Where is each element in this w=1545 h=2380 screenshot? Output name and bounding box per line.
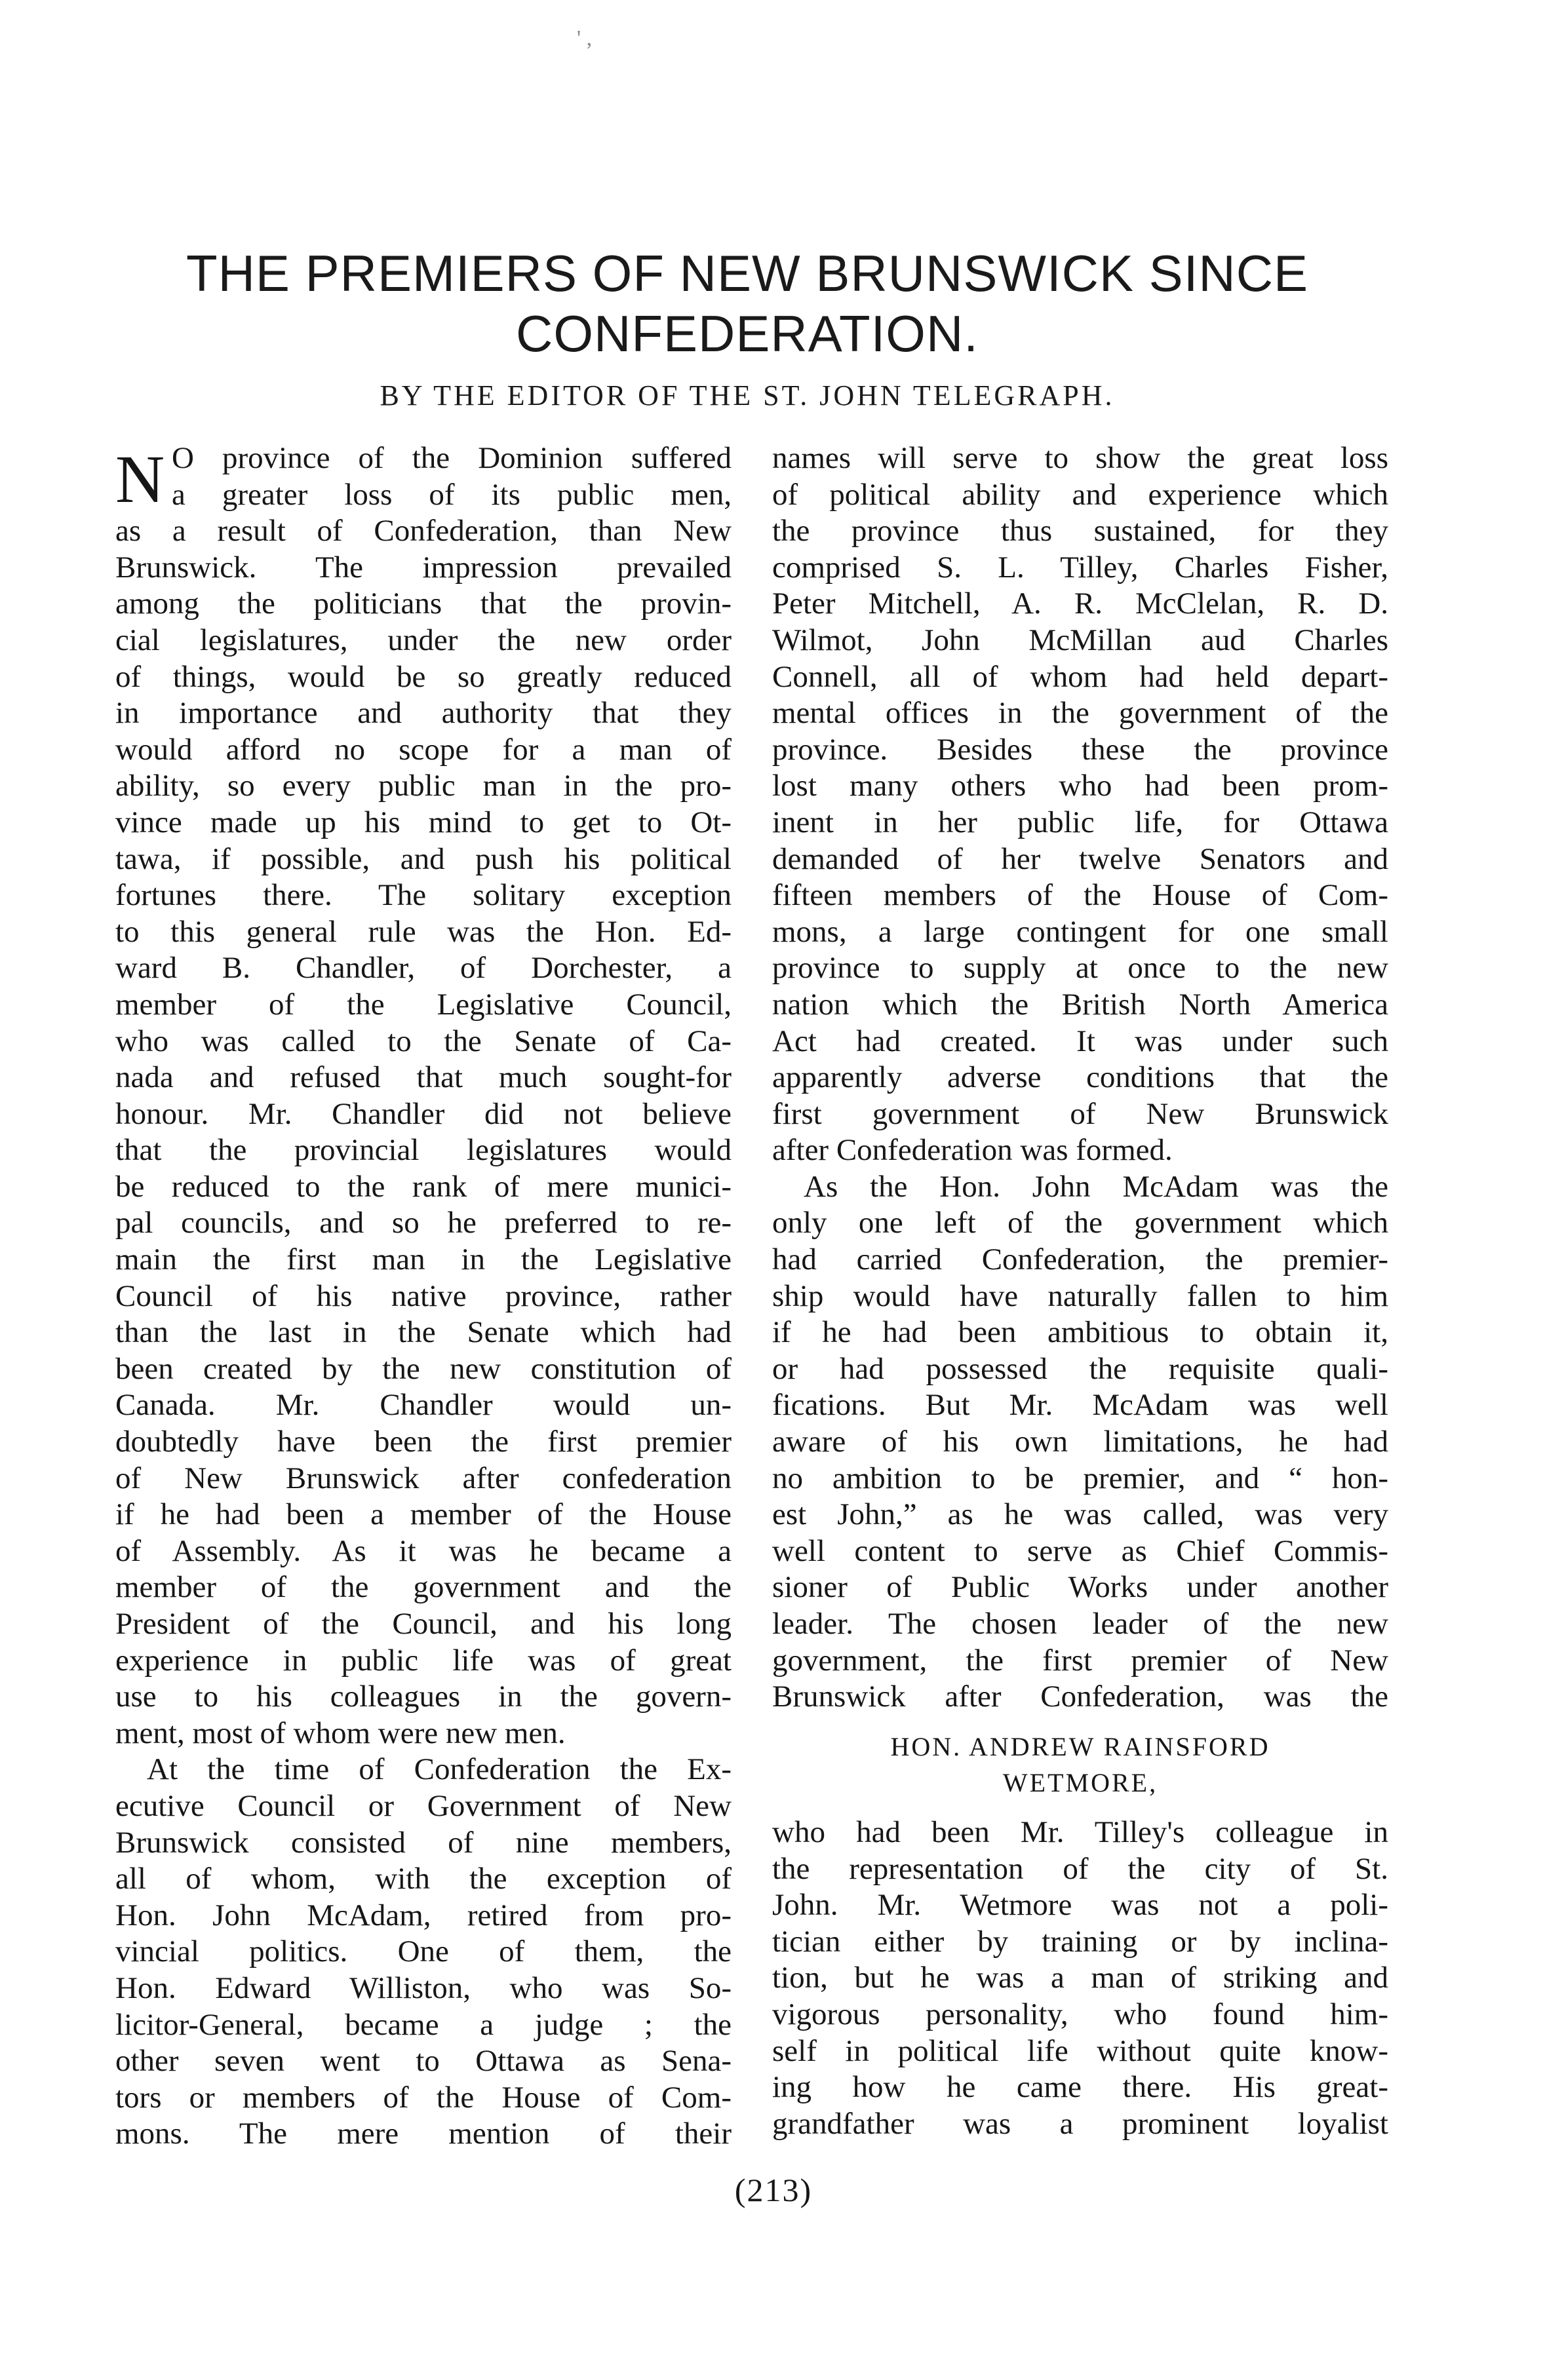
text-line: of New Brunswick after confederation	[115, 1461, 732, 1495]
text-line: Brunswick after Confederation, was the	[772, 1679, 1388, 1714]
text-line: Peter Mitchell, A. R. McClelan, R. D.	[772, 586, 1388, 621]
text-line: mons. The mere mention of their	[115, 2117, 732, 2151]
text-line: tician either by training or by inclina-	[772, 1924, 1388, 1959]
text-line: ment, most of whom were new men.	[115, 1716, 566, 1750]
text-line: be reduced to the rank of mere munici-	[115, 1169, 732, 1204]
text-line: comprised S. L. Tilley, Charles Fisher,	[772, 550, 1388, 585]
text-line: As the Hon. John McAdam was the	[804, 1169, 1388, 1204]
text-line: government, the first premier of New	[772, 1643, 1388, 1678]
text-line: or had possessed the requisite quali-	[772, 1351, 1388, 1386]
right-column-part-b	[772, 1814, 1388, 2142]
text-line: doubtedly have been the first premier	[115, 1425, 732, 1459]
text-line: nada and refused that much sought-for	[115, 1060, 732, 1095]
text-line: would afford no scope for a man of	[115, 732, 732, 767]
text-line: Canada. Mr. Chandler would un-	[115, 1388, 732, 1423]
text-line: fications. But Mr. McAdam was well	[772, 1388, 1388, 1423]
text-line: the province thus sustained, for they	[772, 514, 1388, 548]
text-line: fortunes there. The solitary exception	[115, 878, 732, 913]
text-line: Hon. John McAdam, retired from pro-	[115, 1898, 732, 1932]
text-line: who had been Mr. Tilley's colleague in	[772, 1814, 1388, 1849]
text-line: ing how he came there. His great-	[772, 2070, 1388, 2105]
text-line: O province of the Dominion suffered	[172, 441, 732, 475]
text-line: licitor-General, became a judge ; the	[115, 2007, 732, 2042]
text-line: Connell, all of whom had held depart-	[772, 659, 1388, 694]
text-line: self in political life without quite know-	[772, 2033, 1388, 2068]
text-line: the representation of the city of St.	[772, 1851, 1388, 1886]
text-line: ward B. Chandler, of Dorchester, a	[115, 951, 732, 986]
text-line: after Confederation was formed.	[772, 1133, 1173, 1168]
text-line: Brunswick consisted of nine members,	[115, 1825, 732, 1860]
text-line: tawa, if possible, and push his political	[115, 841, 732, 876]
text-line: ecutive Council or Government of New	[115, 1788, 732, 1823]
text-line: fifteen members of the House of Com-	[772, 878, 1388, 913]
left-column	[115, 440, 732, 2153]
right-column-part-a	[772, 440, 1388, 1716]
text-line: no ambition to be premier, and “ hon-	[772, 1461, 1388, 1495]
text-line: Act had created. It was under such	[772, 1024, 1388, 1058]
text-line: all of whom, with the exception of	[115, 1862, 732, 1896]
text-line: Council of his native province, rather	[115, 1278, 732, 1313]
article-title-line-2: CONFEDERATION.	[516, 305, 979, 362]
text-line: if he had been ambitious to obtain it,	[772, 1315, 1388, 1350]
text-line: tors or members of the House of Com-	[115, 2080, 732, 2115]
text-line: Hon. Edward Williston, who was So-	[115, 1970, 732, 2005]
text-line: use to his colleagues in the govern-	[115, 1679, 732, 1714]
text-line: President of the Council, and his long	[115, 1607, 732, 1641]
right-column	[772, 440, 1388, 2142]
article-title-line-1: THE PREMIERS OF NEW BRUNSWICK SINCE	[186, 244, 1309, 302]
text-line: among the politicians that the provin-	[115, 586, 732, 621]
text-line: est John,” as he was called, was very	[772, 1497, 1388, 1532]
text-line: cial legislatures, under the new order	[115, 623, 732, 657]
text-line: member of the Legislative Council,	[115, 987, 732, 1022]
text-line: member of the government and the	[115, 1570, 732, 1605]
subhead-line-2: WETMORE,	[1002, 1768, 1158, 1798]
text-line: if he had been a member of the House	[115, 1497, 732, 1532]
text-line: John. Mr. Wetmore was not a poli-	[772, 1888, 1388, 1923]
text-line: sioner of Public Works under another	[772, 1570, 1388, 1605]
subhead-spacer-top	[772, 1716, 1388, 1729]
drop-cap: N	[115, 442, 165, 517]
text-line: other seven went to Ottawa as Sena-	[115, 2044, 732, 2079]
text-line: ship would have naturally fallen to him	[772, 1278, 1388, 1313]
text-line: leader. The chosen leader of the new	[772, 1607, 1388, 1641]
text-line: demanded of her twelve Senators and	[772, 841, 1388, 876]
text-line: that the provincial legislatures would	[115, 1133, 732, 1168]
text-line: than the last in the Senate which had	[115, 1315, 732, 1350]
text-line: lost many others who had been prom-	[772, 769, 1388, 803]
text-line: had carried Confederation, the premier-	[772, 1242, 1388, 1277]
text-line: a greater loss of its public men,	[172, 477, 732, 512]
text-line: Wilmot, John McMillan aud Charles	[772, 623, 1388, 657]
text-line: who was called to the Senate of Ca-	[115, 1024, 732, 1058]
text-line: mental offices in the government of the	[772, 696, 1388, 731]
text-line: vincial politics. One of them, the	[115, 1934, 732, 1969]
text-line: mons, a large contingent for one small	[772, 914, 1388, 949]
text-line: as a result of Confederation, than New	[115, 514, 732, 548]
text-line: experience in public life was of great	[115, 1643, 732, 1678]
text-line: been created by the new constitution of	[115, 1351, 732, 1386]
text-line: to this general rule was the Hon. Ed-	[115, 914, 732, 949]
subhead-line-1: HON. ANDREW RAINSFORD	[890, 1731, 1270, 1761]
text-line: only one left of the government which	[772, 1206, 1388, 1240]
text-line: honour. Mr. Chandler did not believe	[115, 1096, 732, 1131]
subhead-spacer-bottom	[772, 1801, 1388, 1814]
text-line: province. Besides these the province	[772, 732, 1388, 767]
text-line: Brunswick. The impression prevailed	[115, 550, 732, 585]
text-line: vince made up his mind to get to Ot-	[115, 805, 732, 839]
text-line: nation which the British North America	[772, 987, 1388, 1022]
text-line: vigorous personality, who found him-	[772, 1997, 1388, 2031]
text-line: of Assembly. As it was he became a	[115, 1533, 732, 1568]
text-line: At the time of Confederation the Ex-	[147, 1752, 732, 1787]
text-line: apparently adverse conditions that the	[772, 1060, 1388, 1095]
text-line: province to supply at once to the new	[772, 951, 1388, 986]
paper-specks: ' ,	[577, 26, 593, 50]
text-line: grandfather was a prominent loyalist	[772, 2106, 1388, 2141]
text-line: names will serve to show the great loss	[772, 441, 1388, 475]
text-line: pal councils, and so he preferred to re-	[115, 1206, 732, 1240]
text-line: in importance and authority that they	[115, 696, 732, 731]
text-line: aware of his own limitations, he had	[772, 1425, 1388, 1459]
page-number: (213)	[734, 2172, 813, 2208]
text-line: of political ability and experience which	[772, 477, 1388, 512]
byline: BY THE EDITOR OF THE ST. JOHN TELEGRAPH.	[380, 379, 1115, 412]
text-line: tion, but he was a man of striking and	[772, 1961, 1388, 1995]
text-line: first government of New Brunswick	[772, 1096, 1388, 1131]
text-line: ability, so every public man in the pro-	[115, 769, 732, 803]
text-line: of things, would be so greatly reduced	[115, 659, 732, 694]
text-line: well content to serve as Chief Commis-	[772, 1533, 1388, 1568]
text-line: main the first man in the Legislative	[115, 1242, 732, 1277]
text-line: inent in her public life, for Ottawa	[772, 805, 1388, 839]
